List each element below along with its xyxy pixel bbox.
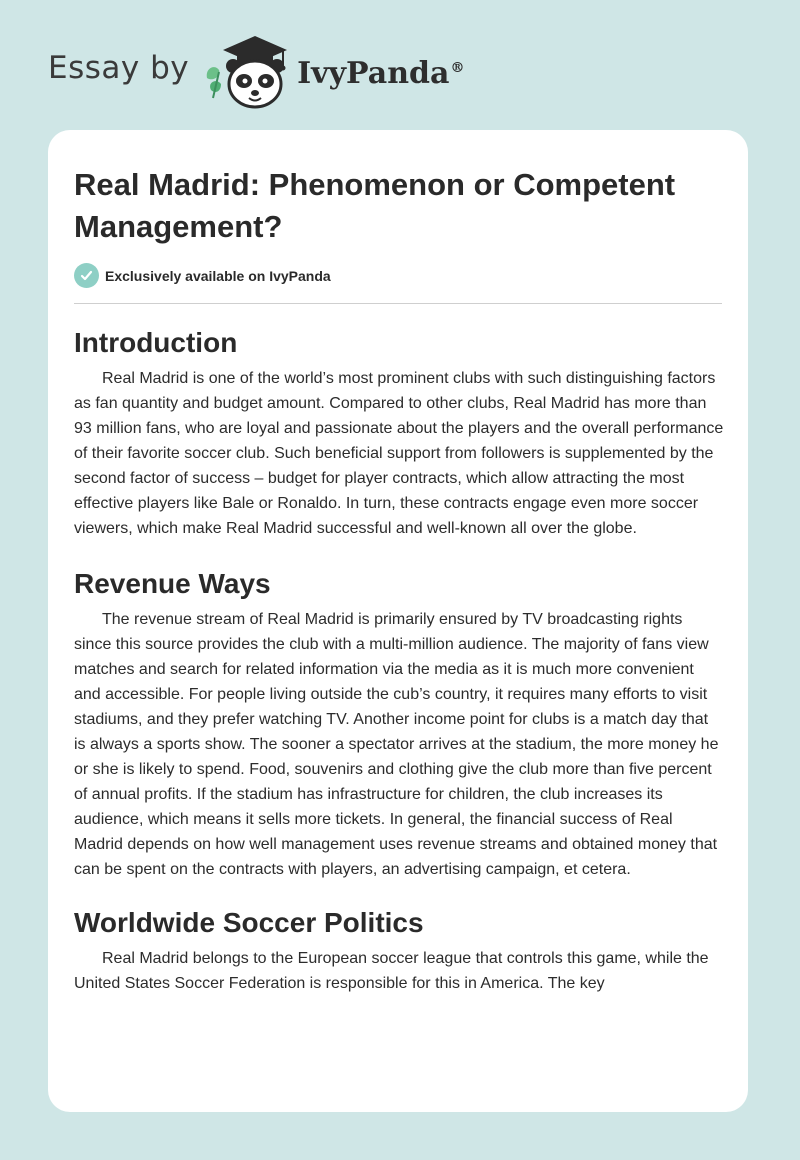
- ivypanda-logo-icon[interactable]: [203, 32, 293, 112]
- section-heading-introduction: Introduction: [74, 327, 238, 358]
- page-title: Real Madrid: Phenomenon or Competent Management?: [74, 167, 676, 244]
- essay-body: [74, 320, 724, 996]
- section-heading-worldwide-soccer-politics: Worldwide Soccer Politics: [74, 907, 424, 938]
- section-heading-revenue-ways: Revenue Ways: [74, 568, 271, 599]
- essay-card: [48, 130, 748, 1112]
- section-paragraph-introduction: Real Madrid is one of the world’s most prominent clubs with such distinguishing factors as fan quantity and budget amount. Compared to other clubs, Real Madrid has more than 93 million fans, who are loyal and passionate about the players and the overall performance of their favorite soccer club. Such beneficial support from followers is supplemented by the second factor of success – budget for player contracts, which allow attracting the most effective players like Bale or Ronaldo. In turn, these contracts engage even more soccer viewers, which make Real Madrid successful and well-known all over the globe.: [74, 370, 724, 537]
- brand-name[interactable]: IvyPanda®: [297, 55, 465, 91]
- section-paragraph-worldwide-soccer-politics: Real Madrid belongs to the European soccer league that controls this game, while the United States Soccer Federation is responsible for this in America. The key: [74, 950, 709, 992]
- check-circle-icon: [74, 263, 99, 288]
- section-paragraph-revenue-ways: The revenue stream of Real Madrid is primarily ensured by TV broadcasting rights since this source provides the club with a multi-million audience. The majority of fans view matches and search for related information via the media as it is much more convenient and accessible. For people living outside the cub’s country, it requires many efforts to visit stadiums, and they prefer watching TV. Another income point for clubs is a match day that is always a sports show. The sooner a spectator arrives at the stadium, the more money he or she is likely to spend. Food, souvenirs and clothing give the club more than five percent of annual profits. If the stadium has infrastructure for children, the club increases its audience, which means it sells more tickets. In general, the financial success of Real Madrid depends on how well management uses revenue streams and obtained money that can be spent on the contracts with players, an advertising campaign, et cetera.: [74, 611, 719, 878]
- exclusive-badge: [74, 263, 331, 288]
- essay-by-label: Essay by: [48, 50, 190, 86]
- exclusive-badge-label: Exclusively available on IvyPanda: [105, 267, 331, 284]
- site-header: [48, 32, 464, 112]
- registered-mark: ®: [450, 59, 465, 76]
- title-divider: [74, 303, 722, 304]
